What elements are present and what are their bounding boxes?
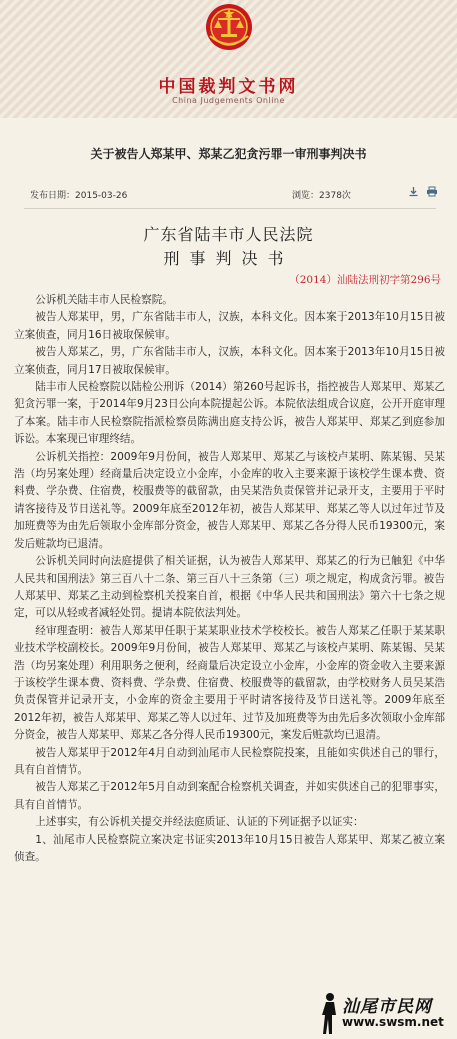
paragraph: 1、汕尾市人民检察院立案决定书证实2013年10月15日被告人郑某甲、郑某乙被立案侦查。 — [14, 833, 445, 863]
publish-label: 发布日期： — [30, 191, 76, 201]
paragraph: 被告人郑某甲于2012年4月自动到汕尾市人民检察院投案，且能如实供述自己的罪行，具有自首情节。 — [14, 746, 445, 776]
judgment-type: 刑事判决书 — [163, 249, 294, 268]
judgment-body — [14, 292, 445, 866]
case-number: （2014）汕陆法刑初字第296号 — [289, 274, 441, 286]
paragraph: 陆丰市人民检察院以陆检公刑诉（2014）第260号起诉书，指控被告人郑某甲、郑某乙犯贪污罪一案，于2014年9月23日公向本院提起公诉。本院依法组成合议庭，公开开庭审理了本案。陆丰市人民检察院指派检察员陈满出庭支持公诉，被告人郑某甲、郑某乙到庭参加诉讼。本案现已审理终结。 — [14, 381, 445, 446]
views-label: 浏览： — [292, 191, 320, 201]
watermark-url: www.swsm.net — [342, 1015, 444, 1029]
paragraph: 经审理查明：被告人郑某甲任职于某某职业技术学校校长。被告人郑某乙任职于某某职业技术学校副校长。2009年9月份间，被告人郑某甲、郑某乙与该校卢某明、陈某锡、吴某浩（均另案处理）利用职务之便利，经商量后决定设立小金库，小金库的资金收入主要来源于该校学生课本费、资料费、学杂费、住宿费、校服费等的截留款，由学校财务人员吴某浩负责保管并记录开支，小金库的资金主要用于平时请客接待及节日送礼等。2009年底至2012年初，被告人郑某甲、郑某乙等人以过年、过节及加班费等为由先后多次领取小金库部分资金，被告人郑某甲、郑某乙各分得人民币19300元，案发后赃款均已退清。 — [14, 624, 445, 742]
site-watermark — [318, 990, 454, 1036]
view-count — [292, 188, 351, 201]
site-title[interactable]: 中国裁判文书网 — [158, 77, 299, 97]
paragraph: 被告人郑某乙于2012年5月自动到案配合检察机关调查，并如实供述自己的犯罪事实，具有自首情节。 — [14, 781, 445, 811]
paragraph: 公诉机关同时向法庭提供了相关证据，认为被告人郑某甲、郑某乙的行为已触犯《中华人民共和国刑法》第三百八十二条、第三百八十三条第（三）项之规定，构成贪污罪。被告人郑某甲、郑某乙主动到检察机关投案自首，根据《中华人民共和国刑法》第六十七条之规定，可以从轻或者减轻处罚。提请本院依法判处。 — [14, 555, 445, 620]
paragraph: 被告人郑某乙，男，广东省陆丰市人，汉族，本科文化。因本案于2013年10月15日被立案侦查，同月17日被取保候审。 — [14, 346, 445, 376]
publish-value: 2015-03-26 — [75, 191, 128, 201]
paragraph: 公诉机关指控：2009年9月份间，被告人郑某甲、郑某乙与该校卢某明、陈某锡、吴某浩（均另案处理）经商量后决定设立小金库，小金库的收入主要来源于该校学生课本费、资料费、学杂费、住宿费，校服费等的截留款，由吴某浩负责保管并记录开支，主要用于平时请客接待及节日送礼等。2009年底至2012年初，被告人郑某甲、郑某乙等人以过年过节及加班费等为由先后领取小金库部分资金，被告人郑某甲、郑某乙各分得人民币19300元，案发后赃款均已退清。 — [14, 450, 445, 550]
document-title: 关于被告人郑某甲、郑某乙犯贪污罪一审刑事判决书 — [90, 147, 367, 161]
figure-icon — [318, 991, 340, 1035]
court-name: 广东省陆丰市人民法院 — [143, 225, 314, 244]
paragraph: 被告人郑某甲，男，广东省陆丰市人，汉族，本科文化。因本案于2013年10月15日被立案侦查，同月16日被取保候审。 — [14, 311, 445, 341]
paragraph: 上述事实，有公诉机关提交并经法庭质证、认证的下列证据予以证实： — [35, 816, 364, 829]
paragraph: 公诉机关陆丰市人民检察院。 — [35, 294, 173, 306]
document-meta — [24, 185, 436, 203]
download-icon[interactable] — [408, 186, 419, 200]
watermark-text: 汕尾市民网 — [342, 997, 432, 1017]
publish-date — [30, 188, 127, 201]
print-icon[interactable] — [426, 186, 438, 200]
site-subtitle: China Judgements Online — [172, 96, 285, 105]
divider — [24, 208, 436, 209]
court-emblem-icon — [204, 2, 254, 52]
site-header — [0, 0, 457, 118]
views-value: 2378次 — [319, 191, 351, 201]
